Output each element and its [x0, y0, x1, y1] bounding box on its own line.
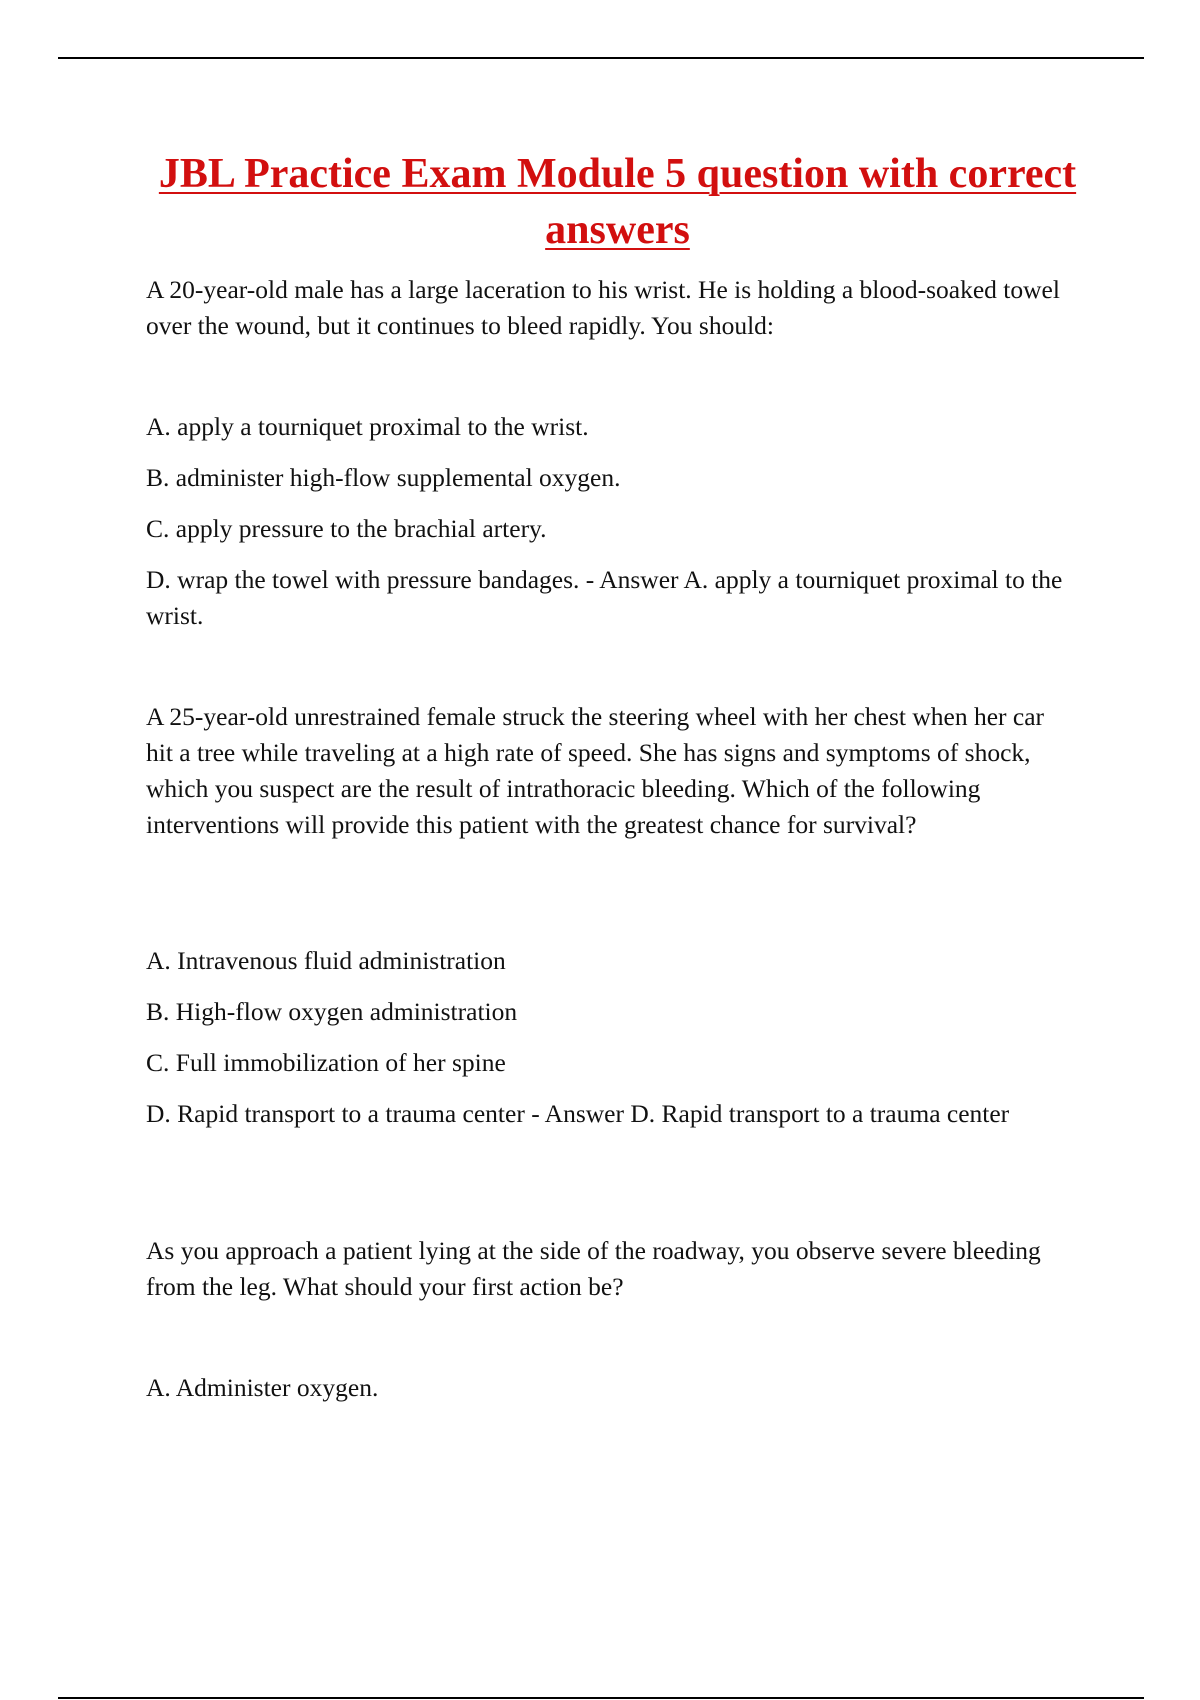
question-3-stem: As you approach a patient lying at the side of the roadway, you observe severe bleeding from the leg. What should your first action be? [146, 1236, 1041, 1301]
question-1-option-d-answer: D. wrap the towel with pressure bandages. - Answer A. apply a tourniquet proximal to the wrist. [146, 565, 1063, 630]
question-2-options [146, 943, 1076, 1132]
question-1-option-c: C. apply pressure to the brachial artery. [146, 514, 547, 543]
top-rule [58, 57, 1144, 59]
question-2-stem: A 25-year-old unrestrained female struck the steering wheel with her chest when her car hit a tree while traveling at a high rate of speed. She has signs and symptoms of shock, which you suspect are the result of intrathoracic bleeding. Which of the following interventions will provide this patient with the greatest chance for survival? [146, 702, 1045, 839]
question-2-option-a: A. Intravenous fluid administration [146, 946, 506, 975]
question-3-option-a: A. Administer oxygen. [146, 1373, 379, 1402]
question-2-option-d-answer: D. Rapid transport to a trauma center - Answer D. Rapid transport to a trauma center [146, 1099, 1010, 1128]
question-3-options [146, 1370, 1076, 1406]
bottom-rule [58, 1697, 1144, 1699]
question-1-option-a: A. apply a tourniquet proximal to the wrist. [146, 412, 589, 441]
document-title: JBL Practice Exam Module 5 question with correct answers [158, 151, 1077, 253]
question-2-option-b: B. High-flow oxygen administration [146, 997, 518, 1026]
question-2-option-c: C. Full immobilization of her spine [146, 1048, 506, 1077]
question-1-option-b: B. administer high-flow supplemental oxygen. [146, 463, 621, 492]
question-1-options [146, 409, 1076, 634]
question-1-stem: A 20-year-old male has a large laceration to his wrist. He is holding a blood-soaked towel over the wound, but it continues to bleed rapidly. You should: [146, 275, 1060, 340]
